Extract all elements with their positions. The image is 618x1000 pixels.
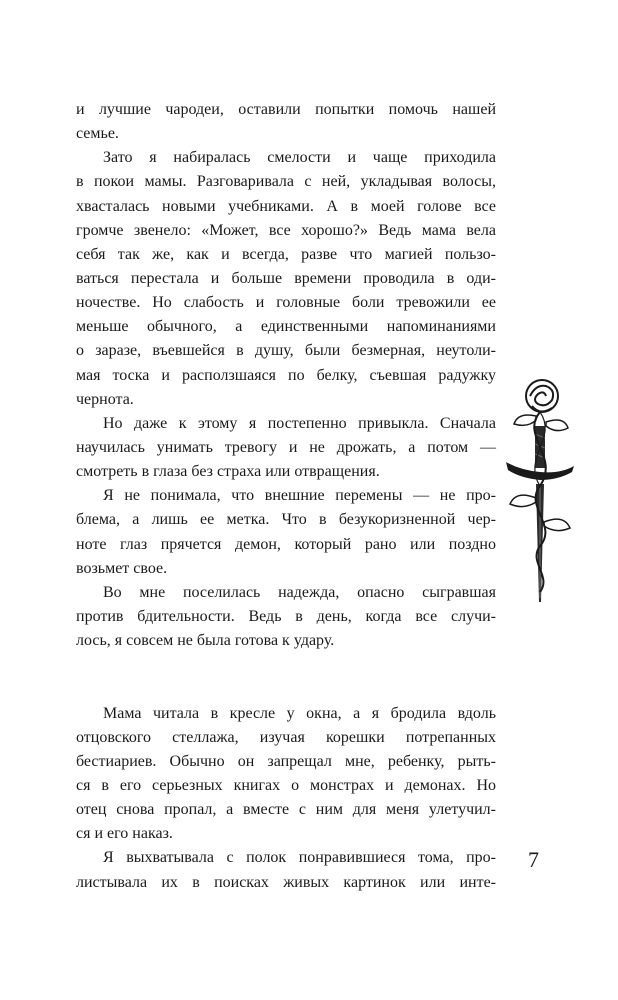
section-break (76, 653, 496, 701)
text-line: в покои мамы. Разговаривала с ней, укладывая волосы, (76, 173, 496, 191)
text-line: научилась унимать тревогу и не дрожать, а потом — (76, 438, 496, 456)
text-line: громче звенело: «Может, все хорошо?» Ведь мама вела (76, 221, 496, 239)
text-line: отцовского стеллажа, изучая корешки потрепанных (76, 728, 496, 746)
text-line: мая тоска и расползшаяся по белку, съевшая радужку (76, 366, 496, 384)
text-line: Мама читала в кресле у окна, а я бродила вдоль (103, 704, 496, 722)
text-line: блема, а лишь ее метка. Что в безукоризненной чер- (76, 511, 496, 529)
text-line: лось, я совсем не была готова к удару. (76, 632, 335, 650)
text-line: Я не понимала, что внешние перемены — не про- (103, 487, 496, 505)
text-line: себя так же, как и всегда, разве что магией пользо- (76, 245, 496, 263)
text-line: листывала их в поисках живых картинок или инте- (76, 873, 496, 891)
page-number: 7 (528, 847, 539, 872)
dagger-with-rose-icon (500, 366, 580, 606)
text-line: хвасталась новыми учебниками. А в моей голове все (76, 197, 496, 215)
text-line: против бдительности. Ведь в день, когда все случи- (76, 607, 496, 625)
body-text (76, 98, 496, 895)
text-line: бестиариев. Обычно он запрещал мне, ребенку, рыть- (76, 752, 496, 770)
text-line: и лучшие чародеи, оставили попытки помочь нашей (76, 101, 496, 118)
text-line: ся и его наказ. (76, 825, 173, 843)
text-line: о заразе, въевшейся в душу, были безмерная, неутоли- (76, 342, 496, 360)
text-line: Во мне поселилась надежда, опасно сыгравшая (103, 583, 496, 601)
text-line: чернота. (76, 390, 134, 408)
text-line: ся в его серьезных книгах о монстрах и демонах. Но (76, 776, 496, 794)
text-block-1 (76, 98, 496, 653)
text-line: смотреть в глаза без страха или отвращения. (76, 463, 380, 481)
text-line: ноте глаз прячется демон, который рано или поздно (76, 535, 496, 553)
text-line: Но даже к этому я постепенно привыкла. Сначала (103, 414, 496, 432)
text-line: отец снова пропал, а вместе с ним для меня улетучил- (76, 801, 496, 819)
text-line: семье. (76, 125, 119, 143)
text-block-2 (76, 702, 496, 895)
text-line: возьмет свое. (76, 559, 168, 577)
text-line: ваться перестала и больше времени проводила в оди- (76, 269, 496, 287)
text-line: Зато я набиралась смелости и чаще приходила (103, 149, 496, 167)
text-line: меньше обычного, а единственными напоминаниями (76, 318, 496, 336)
text-line: ночестве. Но слабость и головные боли тревожили ее (76, 294, 496, 312)
text-line: Я выхватывала с полок понравившиеся тома, про- (103, 849, 496, 867)
